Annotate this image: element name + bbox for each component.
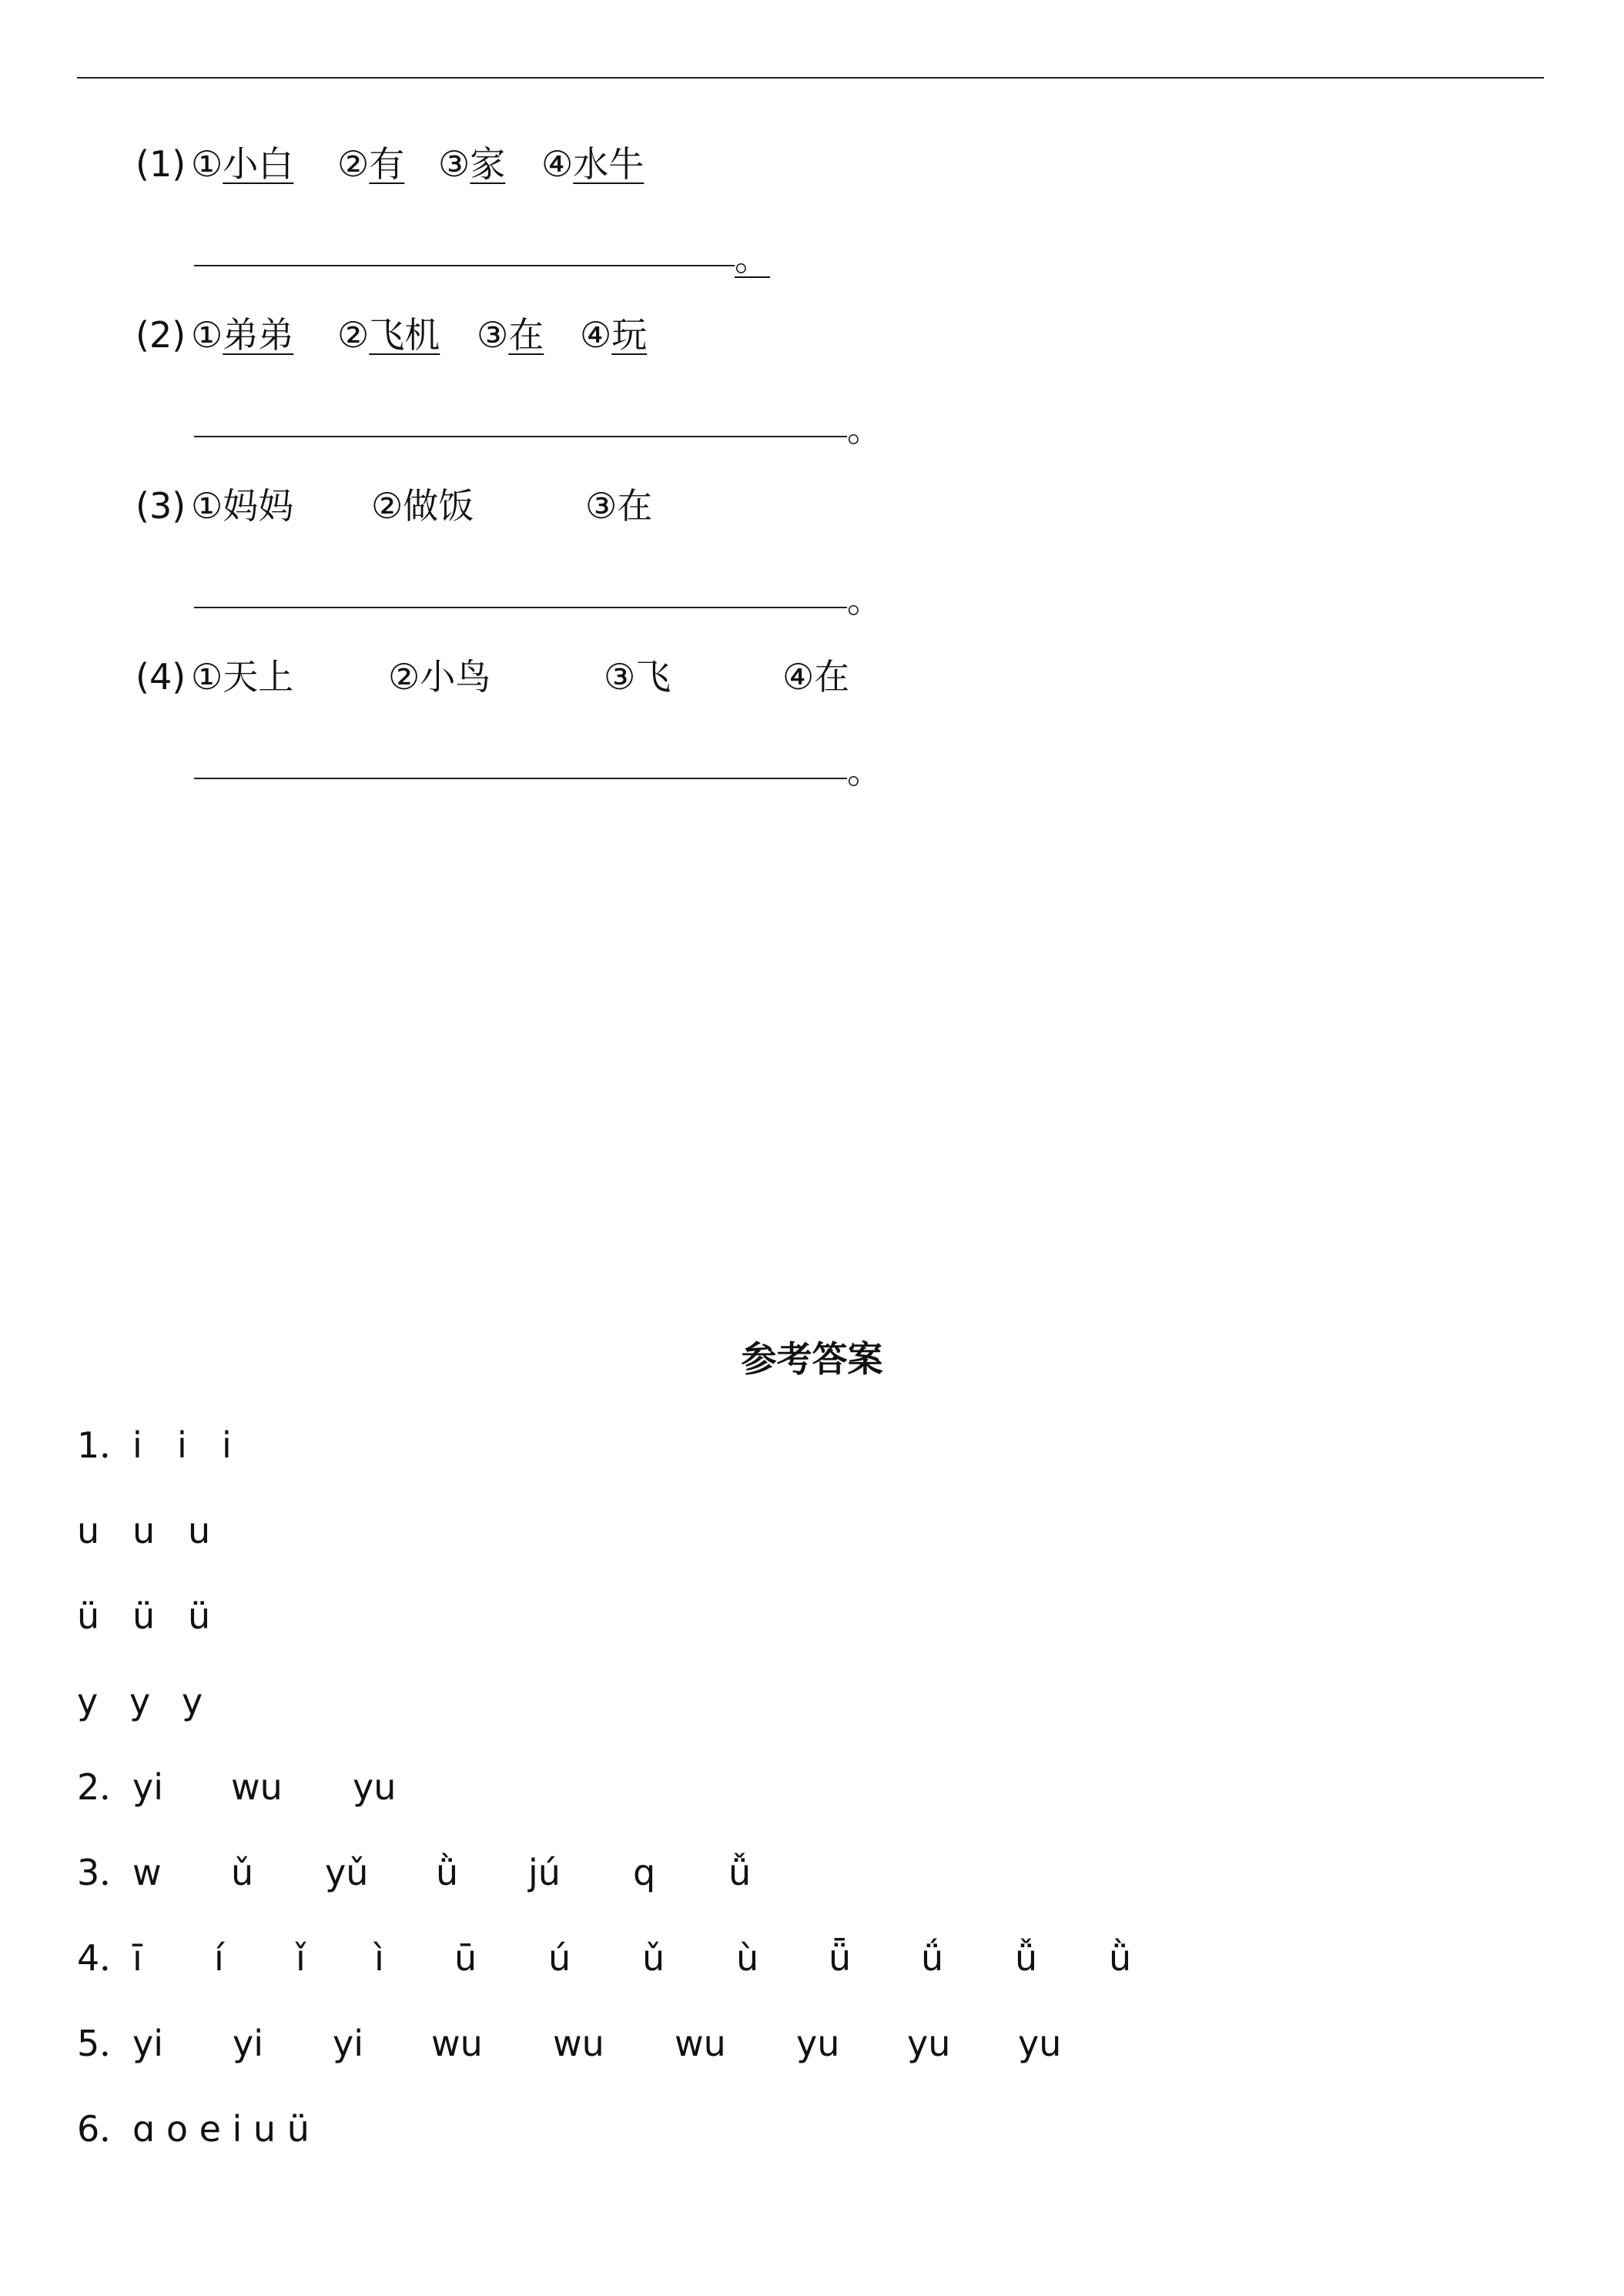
- answer-token: ǘ: [921, 1937, 944, 1979]
- answer-token: wu: [675, 2023, 726, 2064]
- circled-marker: ①: [191, 656, 223, 698]
- answer-token: wu: [231, 1766, 283, 1808]
- word-option: [191, 650, 293, 704]
- word-text: 有: [369, 143, 405, 185]
- circled-marker: ③: [585, 485, 618, 527]
- word-option: [388, 650, 491, 704]
- line-end-period: 。: [847, 408, 882, 450]
- answer-token: ǜ: [1109, 1937, 1132, 1979]
- word-text: 做饭: [403, 485, 474, 527]
- word-text: 水牛: [573, 143, 645, 185]
- word-option: [477, 308, 544, 362]
- word-option: [782, 650, 849, 704]
- answer-token: y: [77, 1681, 99, 1722]
- answer-token: ì: [374, 1937, 384, 1979]
- answer-token: ǖ: [829, 1937, 852, 1979]
- answer-token: ǚ: [1015, 1937, 1038, 1979]
- answer-token: ǔ: [642, 1937, 665, 1979]
- word-option: [371, 479, 474, 533]
- answer-line: [194, 778, 847, 779]
- answer-token: yu: [907, 2023, 951, 2064]
- word-text: 妈妈: [223, 485, 294, 527]
- circled-marker: ②: [337, 143, 370, 185]
- question-number: (1): [136, 143, 186, 185]
- circled-marker: ④: [580, 314, 612, 356]
- answer-token: u: [77, 1510, 100, 1551]
- answer-number: 5．: [77, 2023, 136, 2064]
- answer-token: y: [182, 1681, 203, 1722]
- answer-token: wu: [431, 2023, 483, 2064]
- answer-token: jú: [528, 1852, 561, 1893]
- word-option: [191, 137, 293, 191]
- line-end-period: 。: [847, 579, 882, 621]
- answer-token: q: [633, 1852, 656, 1893]
- word-option: [337, 308, 440, 362]
- word-option: [191, 479, 293, 533]
- circled-marker: ③: [477, 314, 509, 356]
- word-option: [604, 650, 671, 704]
- circled-marker: ①: [191, 485, 223, 527]
- answer-line: [194, 265, 735, 266]
- answer-token: yǔ: [325, 1852, 369, 1893]
- word-text: 小白: [223, 143, 294, 185]
- circled-marker: ①: [191, 143, 223, 185]
- answer-line: [194, 607, 847, 608]
- answer-token: ǐ: [296, 1937, 306, 1979]
- circled-marker: ②: [388, 656, 420, 698]
- word-option: [541, 137, 644, 191]
- word-option: [191, 308, 293, 362]
- answer-token: y: [129, 1681, 151, 1722]
- circled-marker: ③: [438, 143, 470, 185]
- answer-number: 3．: [77, 1852, 136, 1893]
- answer-token: u: [188, 1510, 211, 1551]
- answer-token: ü: [77, 1595, 100, 1637]
- answer-token: ǜ: [436, 1852, 459, 1893]
- word-text: 弟弟: [223, 314, 294, 356]
- answer-token: ǚ: [728, 1852, 752, 1893]
- answers-title: 参考答案: [741, 1338, 883, 1380]
- answer-token: ɑ o e i u ü: [132, 2108, 310, 2150]
- answer-token: yu: [353, 1766, 397, 1808]
- circled-marker: ④: [541, 143, 574, 185]
- answer-token: i: [132, 1424, 142, 1466]
- word-option: [337, 137, 404, 191]
- circled-marker: ②: [337, 314, 370, 356]
- answer-token: í: [214, 1937, 224, 1979]
- word-text: 小鸟: [420, 656, 491, 698]
- word-text: 飞: [635, 656, 671, 698]
- line-end-period: 。: [847, 750, 882, 792]
- word-option: [585, 479, 652, 533]
- answer-token: yi: [333, 2023, 364, 2064]
- word-option: [438, 137, 505, 191]
- question-number: (4): [136, 656, 186, 698]
- answer-token: yu: [1018, 2023, 1062, 2064]
- word-text: 在: [508, 314, 544, 356]
- answer-token: yi: [233, 2023, 264, 2064]
- answer-token: i: [177, 1424, 187, 1466]
- line-end-period: 。: [735, 237, 770, 279]
- word-text: 飞机: [369, 314, 440, 356]
- answer-number: 6．: [77, 2108, 136, 2150]
- answer-token: ù: [736, 1937, 759, 1979]
- question-number: (3): [136, 485, 186, 527]
- answer-token: u: [132, 1510, 156, 1551]
- circled-marker: ③: [604, 656, 636, 698]
- word-option: [580, 308, 647, 362]
- word-text: 家: [470, 143, 506, 185]
- top-rule: [77, 77, 1544, 79]
- answer-token: i: [222, 1424, 232, 1466]
- answer-number: 4．: [77, 1937, 136, 1979]
- word-text: 玩: [611, 314, 648, 356]
- question-number: (2): [136, 314, 186, 356]
- word-text: 在: [814, 656, 850, 698]
- answer-token: ī: [132, 1937, 142, 1979]
- word-text: 天上: [223, 656, 294, 698]
- word-text: 在: [617, 485, 653, 527]
- answer-token: ū: [454, 1937, 477, 1979]
- answer-token: yu: [796, 2023, 840, 2064]
- circled-marker: ①: [191, 314, 223, 356]
- answer-line: [194, 436, 847, 437]
- answer-token: ü: [188, 1595, 211, 1637]
- answer-token: wu: [553, 2023, 604, 2064]
- circled-marker: ④: [782, 656, 815, 698]
- answer-token: yi: [132, 2023, 164, 2064]
- answer-token: w: [132, 1852, 162, 1893]
- circled-marker: ②: [371, 485, 403, 527]
- answer-token: ǔ: [231, 1852, 254, 1893]
- answer-number: 2．: [77, 1766, 136, 1808]
- answer-token: ú: [548, 1937, 571, 1979]
- answer-token: yi: [132, 1766, 164, 1808]
- answer-token: ü: [132, 1595, 156, 1637]
- answer-number: 1．: [77, 1424, 136, 1466]
